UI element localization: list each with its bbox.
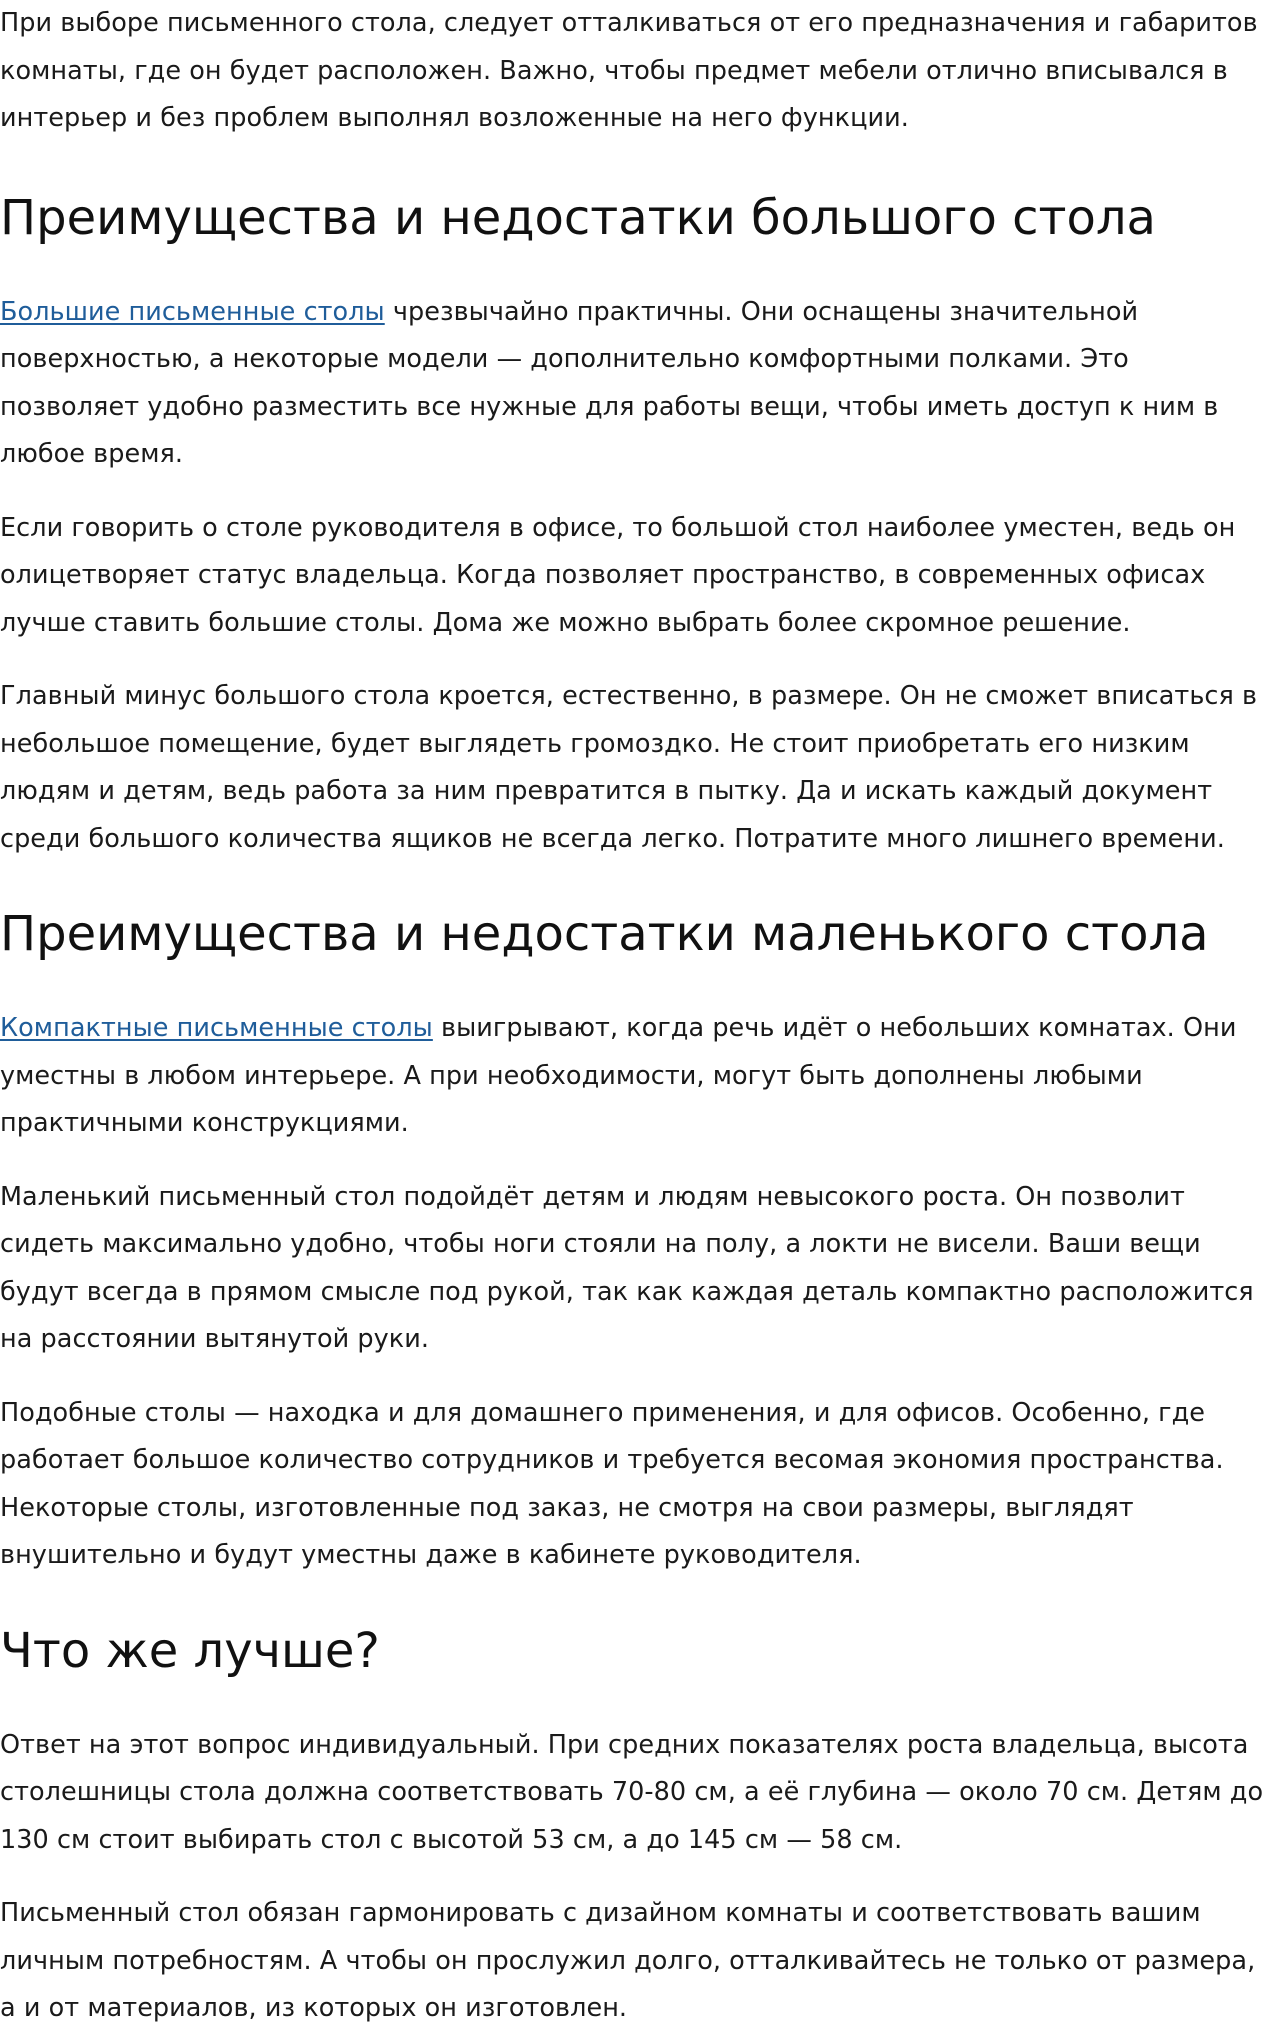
big-desk-paragraph-1: [0, 289, 1270, 479]
heading-small-desk: Преимущества и недостатки маленького стола: [0, 906, 1209, 962]
heading-big-desk: Преимущества и недостатки большого стола: [0, 189, 1156, 246]
intro-paragraph: При выборе письменного стола, следует отталкиваться от его предназначения и габаритов комнаты, где он будет расположен. Важно, чтобы предмет мебели отлично вписывался в интерьер и без проблем выполнял возложенные на него функции.: [0, 8, 1258, 133]
big-desks-link[interactable]: Большие письменные столы: [0, 296, 385, 327]
heading-which-better: Что же лучше?: [0, 1622, 380, 1679]
which-paragraph-1: Ответ на этот вопрос индивидуальный. При средних показателях роста владельца, высота столешницы стола должна соответствовать 70-80 см, а её глубина — около 70 см. Детям до 130 см стоит выбирать стол с высотой 53 см, а до 145 см — 58 см.: [0, 1729, 1264, 1855]
which-paragraph-2: Письменный стол обязан гармонировать с дизайном комнаты и соответствовать вашим личным потребностям. А чтобы он прослужил долго, отталкивайтесь не только от размера, а и от материалов, из которых он изготовлен.: [0, 1898, 1256, 2023]
compact-desks-link[interactable]: Компактные письменные столы: [0, 1013, 433, 1043]
big-desk-paragraph-3: Главный минус большого стола кроется, естественно, в размере. Он не сможет вписаться в небольшое помещение, будет выглядеть громоздко. Не стоит приобретать его низким людям и детям, ведь работа за ним превратится в пытку. Да и искать каждый документ среди большого количества ящиков не всегда легко. Потратите много лишнего времени.: [0, 681, 1258, 854]
big-desk-paragraph-2: Если говорить о столе руководителя в офисе, то большой стол наиболее уместен, ведь он олицетворяет статус владельца. Когда позволяет пространство, в современных офисах лучше ставить большие столы. Дома же можно выбрать более скромное решение.: [0, 512, 1236, 638]
small-desk-paragraph-3: Подобные столы — находка и для домашнего применения, и для офисов. Особенно, где работает большое количество сотрудников и требуется весомая экономия пространства. Некоторые столы, изготовленные под заказ, не смотря на свои размеры, выглядят внушительно и будут уместны даже в кабинете руководителя.: [0, 1397, 1224, 1570]
small-desk-paragraph-1: [0, 1005, 1270, 1148]
big-desk-paragraph-1-text: чрезвычайно практичны. Они оснащены значительной поверхностью, а некоторые модели — дополнительно комфортными полками. Это позволяет удобно разместить все нужные для работы вещи, чтобы иметь доступ к ним в любое время.: [0, 296, 1219, 469]
small-desk-paragraph-1-text: выигрывают, когда речь идёт о небольших комнатах. Они уместны в любом интерьере. А при необходимости, могут быть дополнены любыми практичными конструкциями.: [0, 1013, 1237, 1138]
small-desk-paragraph-2: Маленький письменный стол подойдёт детям и людям невысокого роста. Он позволит сидеть максимально удобно, чтобы ноги стояли на полу, а локти не висели. Ваши вещи будут всегда в прямом смысле под рукой, так как каждая деталь компактно расположится на расстоянии вытянутой руки.: [0, 1181, 1254, 1354]
